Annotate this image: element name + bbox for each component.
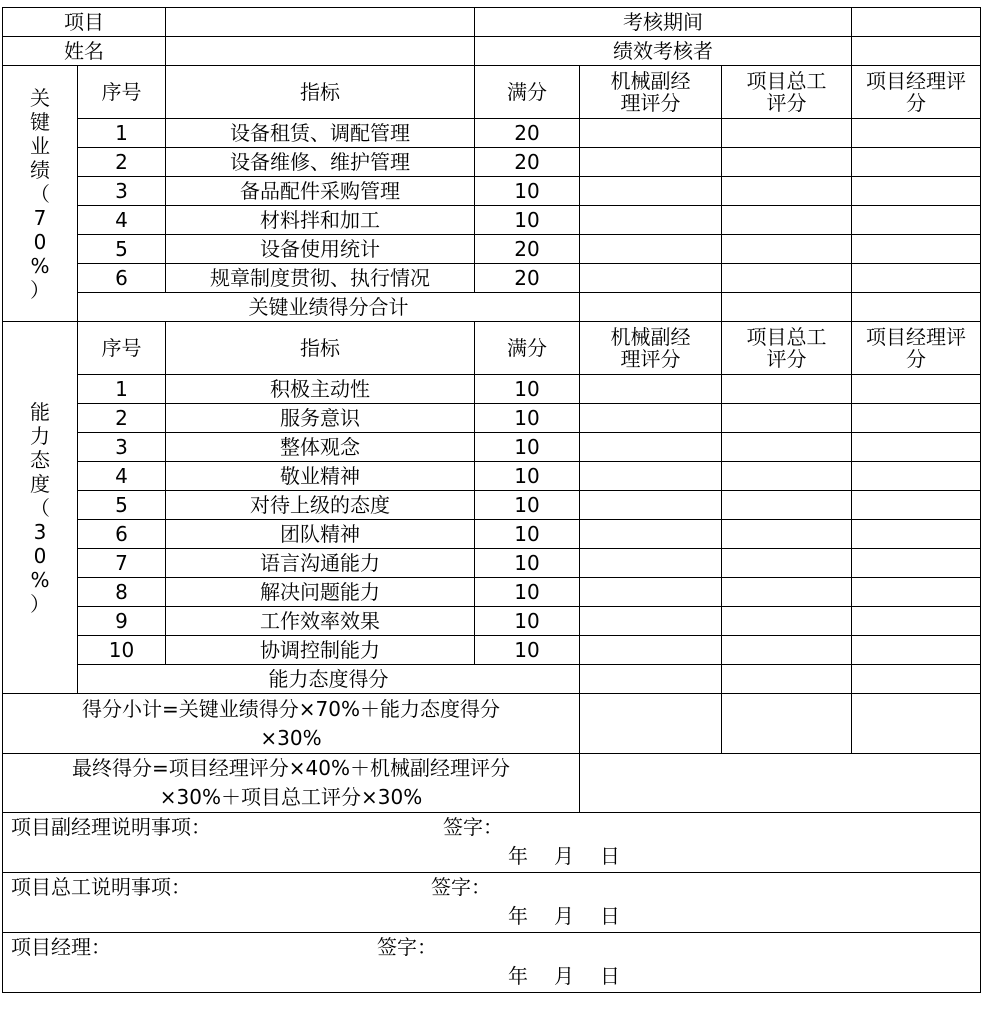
- project-value[interactable]: [166, 8, 475, 37]
- row-index: 1: [78, 375, 166, 404]
- mech-deputy-score-cell[interactable]: [580, 404, 722, 433]
- row-score: 20: [475, 235, 580, 264]
- sign-label: 签字：: [431, 875, 491, 899]
- kpi-total-label: 关键业绩得分合计: [78, 293, 580, 322]
- row-index: 6: [78, 264, 166, 293]
- note-label: 项目副经理说明事项：: [11, 815, 211, 839]
- mech-deputy-score-cell[interactable]: [580, 206, 722, 235]
- mech-deputy-score-cell[interactable]: [580, 264, 722, 293]
- row-score: 20: [475, 119, 580, 148]
- subtotal-formula-line1: 得分小计=关键业绩得分×70%＋能力态度得分: [82, 696, 500, 721]
- table-row: [3, 607, 981, 636]
- row-indicator: 工作效率效果: [166, 607, 475, 636]
- project-manager-kpi-total[interactable]: [852, 293, 981, 322]
- row-index: 8: [78, 578, 166, 607]
- col-chief-engineer-header: 项目总工评分: [722, 322, 852, 375]
- mech-deputy-score-cell[interactable]: [580, 549, 722, 578]
- ability-total-row: [3, 665, 981, 694]
- table-row: [3, 375, 981, 404]
- month-label: 月: [554, 904, 574, 928]
- mech-deputy-score-cell[interactable]: [580, 375, 722, 404]
- row-index: 4: [78, 206, 166, 235]
- row-score: 10: [475, 520, 580, 549]
- mech-deputy-score-cell[interactable]: [580, 177, 722, 206]
- mech-deputy-score-cell[interactable]: [580, 235, 722, 264]
- row-index: 7: [78, 549, 166, 578]
- chief-engineer-score-cell[interactable]: [722, 607, 852, 636]
- row-indicator: 对待上级的态度: [166, 491, 475, 520]
- project-manager-score-cell[interactable]: [852, 264, 981, 293]
- day-label: 日: [600, 964, 620, 988]
- ability-section-title: 能 力 态 度 （ 3 0 % ）: [3, 322, 78, 694]
- row-score: 10: [475, 375, 580, 404]
- row-indicator: 设备使用统计: [166, 235, 475, 264]
- project-manager-score-cell[interactable]: [852, 433, 981, 462]
- project-manager-score-cell[interactable]: [852, 491, 981, 520]
- mech-deputy-kpi-total[interactable]: [580, 293, 722, 322]
- chief-engineer-score-cell[interactable]: [722, 491, 852, 520]
- mech-deputy-score-cell[interactable]: [580, 462, 722, 491]
- chief-engineer-kpi-total[interactable]: [722, 293, 852, 322]
- row-index: 1: [78, 119, 166, 148]
- row-score: 10: [475, 433, 580, 462]
- table-row: [3, 549, 981, 578]
- project-manager-score-cell[interactable]: [852, 520, 981, 549]
- row-indicator: 设备租赁、调配管理: [166, 119, 475, 148]
- period-value[interactable]: [852, 8, 981, 37]
- col-mech-deputy-header: 机械副经理评分: [580, 322, 722, 375]
- row-indicator: 协调控制能力: [166, 636, 475, 665]
- chief-engineer-score-cell[interactable]: [722, 206, 852, 235]
- final-formula-line1: 最终得分=项目经理评分×40%＋机械副经理评分: [72, 756, 510, 780]
- chief-engineer-score-cell[interactable]: [722, 462, 852, 491]
- note-label: 项目经理：: [11, 935, 111, 959]
- month-label: 月: [554, 964, 574, 988]
- chief-engineer-score-cell[interactable]: [722, 375, 852, 404]
- row-indicator: 服务意识: [166, 404, 475, 433]
- col-project-manager-header: 项目经理评分: [852, 322, 981, 375]
- deputy-manager-note[interactable]: [3, 813, 981, 873]
- final-score-cell[interactable]: [580, 754, 981, 813]
- chief-engineer-score-cell[interactable]: [722, 404, 852, 433]
- name-value[interactable]: [166, 37, 475, 66]
- row-index: 10: [78, 636, 166, 665]
- chief-engineer-score-cell[interactable]: [722, 235, 852, 264]
- assessor-value[interactable]: [852, 37, 981, 66]
- chief-engineer-score-cell[interactable]: [722, 636, 852, 665]
- project-manager-subtotal[interactable]: [852, 694, 981, 754]
- row-indicator: 团队精神: [166, 520, 475, 549]
- row-index: 5: [78, 491, 166, 520]
- project-manager-score-cell[interactable]: [852, 119, 981, 148]
- row-index: 4: [78, 462, 166, 491]
- year-label: 年: [508, 964, 528, 988]
- row-indicator: 备品配件采购管理: [166, 177, 475, 206]
- mech-deputy-score-cell[interactable]: [580, 119, 722, 148]
- note-row: [3, 813, 981, 873]
- col-mech-deputy-header: 机械副经理评分: [580, 66, 722, 119]
- row-index: 5: [78, 235, 166, 264]
- row-indicator: 设备维修、维护管理: [166, 148, 475, 177]
- subtotal-row: [3, 694, 981, 754]
- name-label: 姓名: [3, 37, 166, 66]
- row-index: 3: [78, 433, 166, 462]
- project-label: 项目: [3, 8, 166, 37]
- row-score: 20: [475, 148, 580, 177]
- project-manager-score-cell[interactable]: [852, 404, 981, 433]
- final-formula: [3, 754, 580, 813]
- ability-total-label: 能力态度得分: [78, 665, 580, 694]
- table-row: [3, 404, 981, 433]
- project-manager-score-cell[interactable]: [852, 148, 981, 177]
- col-score-header: 满分: [475, 322, 580, 375]
- kpi-total-row: [3, 293, 981, 322]
- row-score: 10: [475, 636, 580, 665]
- mech-deputy-score-cell[interactable]: [580, 520, 722, 549]
- row-score: 10: [475, 578, 580, 607]
- row-index: 2: [78, 404, 166, 433]
- mech-deputy-score-cell[interactable]: [580, 636, 722, 665]
- subtotal-formula-line2: ×30%: [260, 725, 322, 750]
- mech-deputy-score-cell[interactable]: [580, 433, 722, 462]
- project-manager-score-cell[interactable]: [852, 636, 981, 665]
- chief-engineer-ability-total[interactable]: [722, 665, 852, 694]
- table-row: [3, 578, 981, 607]
- col-index-header: 序号: [78, 322, 166, 375]
- row-indicator: 材料拌和加工: [166, 206, 475, 235]
- final-row: [3, 754, 981, 813]
- col-chief-engineer-header: 项目总工评分: [722, 66, 852, 119]
- chief-engineer-score-cell[interactable]: [722, 578, 852, 607]
- kpi-section-title: 关 键 业 绩 （ 7 0 % ）: [3, 66, 78, 322]
- table-row: [3, 491, 981, 520]
- mech-deputy-score-cell[interactable]: [580, 491, 722, 520]
- project-manager-score-cell[interactable]: [852, 375, 981, 404]
- table-row: [3, 433, 981, 462]
- period-label: 考核期间: [475, 8, 852, 37]
- row-indicator: 积极主动性: [166, 375, 475, 404]
- chief-engineer-score-cell[interactable]: [722, 520, 852, 549]
- table-row: [3, 177, 981, 206]
- row-index: 6: [78, 520, 166, 549]
- project-manager-score-cell[interactable]: [852, 177, 981, 206]
- final-formula-line2: ×30%＋项目总工评分×30%: [159, 785, 423, 809]
- row-index: 3: [78, 177, 166, 206]
- project-manager-score-cell[interactable]: [852, 549, 981, 578]
- col-index-header: 序号: [78, 66, 166, 119]
- chief-engineer-subtotal[interactable]: [722, 694, 852, 754]
- row-score: 10: [475, 549, 580, 578]
- row-index: 2: [78, 148, 166, 177]
- col-project-manager-header: 项目经理评分: [852, 66, 981, 119]
- table-row: [3, 636, 981, 665]
- table-row: [3, 520, 981, 549]
- chief-engineer-score-cell[interactable]: [722, 264, 852, 293]
- chief-engineer-score-cell[interactable]: [722, 433, 852, 462]
- year-label: 年: [508, 844, 528, 868]
- table-row: [3, 148, 981, 177]
- row-score: 10: [475, 404, 580, 433]
- assessment-form: [2, 7, 981, 993]
- mech-deputy-score-cell[interactable]: [580, 578, 722, 607]
- assessor-label: 绩效考核者: [475, 37, 852, 66]
- project-manager-score-cell[interactable]: [852, 206, 981, 235]
- day-label: 日: [600, 844, 620, 868]
- row-score: 10: [475, 607, 580, 636]
- row-indicator: 整体观念: [166, 433, 475, 462]
- project-manager-ability-total[interactable]: [852, 665, 981, 694]
- subtotal-formula: [3, 694, 580, 754]
- mech-deputy-subtotal[interactable]: [580, 694, 722, 754]
- chief-engineer-score-cell[interactable]: [722, 177, 852, 206]
- month-label: 月: [554, 844, 574, 868]
- chief-engineer-score-cell[interactable]: [722, 148, 852, 177]
- row-score: 20: [475, 264, 580, 293]
- project-manager-score-cell[interactable]: [852, 578, 981, 607]
- date-line: [508, 965, 646, 987]
- row-indicator: 敬业精神: [166, 462, 475, 491]
- col-indicator-header: 指标: [166, 322, 475, 375]
- note-label: 项目总工说明事项：: [11, 875, 191, 899]
- table-row: [3, 119, 981, 148]
- table-row: [3, 206, 981, 235]
- table-row: [3, 462, 981, 491]
- row-indicator: 解决问题能力: [166, 578, 475, 607]
- row-score: 10: [475, 177, 580, 206]
- mech-deputy-score-cell[interactable]: [580, 607, 722, 636]
- chief-engineer-note[interactable]: [3, 873, 981, 933]
- project-manager-score-cell[interactable]: [852, 235, 981, 264]
- table-row: [3, 264, 981, 293]
- sign-label: 签字：: [443, 815, 503, 839]
- note-row: [3, 873, 981, 933]
- row-score: 10: [475, 206, 580, 235]
- row-score: 10: [475, 462, 580, 491]
- mech-deputy-score-cell[interactable]: [580, 148, 722, 177]
- sign-label: 签字：: [377, 935, 437, 959]
- year-label: 年: [508, 904, 528, 928]
- day-label: 日: [600, 904, 620, 928]
- date-line: [508, 845, 646, 867]
- chief-engineer-score-cell[interactable]: [722, 549, 852, 578]
- date-line: [508, 905, 646, 927]
- project-manager-score-cell[interactable]: [852, 607, 981, 636]
- row-score: 10: [475, 491, 580, 520]
- row-indicator: 语言沟通能力: [166, 549, 475, 578]
- row-index: 9: [78, 607, 166, 636]
- col-score-header: 满分: [475, 66, 580, 119]
- col-indicator-header: 指标: [166, 66, 475, 119]
- mech-deputy-ability-total[interactable]: [580, 665, 722, 694]
- row-indicator: 规章制度贯彻、执行情况: [166, 264, 475, 293]
- note-row: [3, 933, 981, 993]
- chief-engineer-score-cell[interactable]: [722, 119, 852, 148]
- project-manager-score-cell[interactable]: [852, 462, 981, 491]
- project-manager-note[interactable]: [3, 933, 981, 993]
- table-row: [3, 235, 981, 264]
